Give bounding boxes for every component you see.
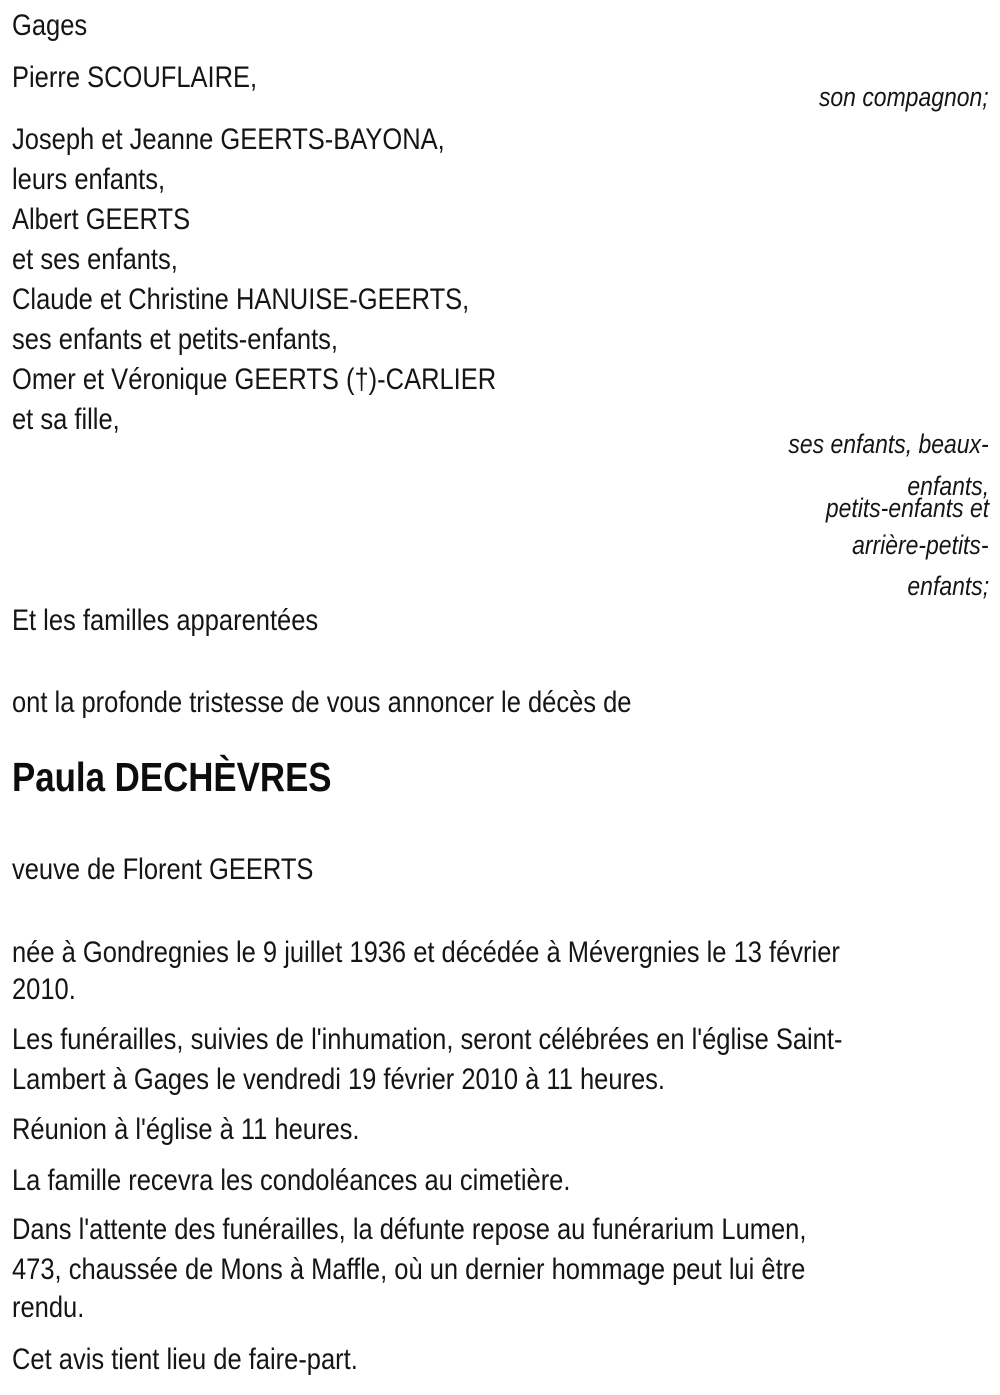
family-role-line: petits-enfants et <box>825 493 989 523</box>
funeral-line: Lambert à Gages le vendredi 19 février 2010 à 11 heures. <box>12 1063 666 1096</box>
deceased-name: Paula DECHÈVRES <box>12 754 332 800</box>
related-families-line: Et les familles apparentées <box>12 604 319 637</box>
meeting-line: Réunion à l'église à 11 heures. <box>12 1113 360 1146</box>
companion-name-line: Pierre SCOUFLAIRE, <box>12 61 258 94</box>
family-line: Joseph et Jeanne GEERTS-BAYONA, <box>12 123 445 156</box>
condolences-line: La famille recevra les condoléances au cimetière. <box>12 1164 571 1197</box>
repose-line: rendu. <box>12 1291 85 1324</box>
family-role-line: ses enfants, beaux- <box>788 429 989 459</box>
family-line: et sa fille, <box>12 403 120 436</box>
companion-role-line: son compagnon; <box>819 82 989 112</box>
family-line: leurs enfants, <box>12 163 166 196</box>
repose-line: 473, chaussée de Mons à Maffle, où un dernier hommage peut lui être <box>12 1253 806 1286</box>
funeral-line: Les funérailles, suivies de l'inhumation, seront célébrées en l'église Saint- <box>12 1023 843 1056</box>
family-line: Claude et Christine HANUISE-GEERTS, <box>12 283 470 316</box>
birth-death-line: née à Gondregnies le 9 juillet 1936 et décédée à Mévergnies le 13 février <box>12 936 840 969</box>
family-line: et ses enfants, <box>12 243 178 276</box>
family-line: Albert GEERTS <box>12 203 191 236</box>
birth-death-line: 2010. <box>12 973 76 1006</box>
family-role-line: enfants; <box>907 571 989 601</box>
widow-line: veuve de Florent GEERTS <box>12 853 314 886</box>
family-role-line: arrière-petits- <box>852 530 989 560</box>
family-role-line: enfants, <box>907 471 989 501</box>
family-line: Omer et Véronique GEERTS (†)-CARLIER <box>12 363 497 396</box>
footer-line: Cet avis tient lieu de faire-part. <box>12 1343 358 1376</box>
announcement-line: ont la profonde tristesse de vous annoncer le décès de <box>12 686 632 719</box>
family-line: ses enfants et petits-enfants, <box>12 323 339 356</box>
place-line: Gages <box>12 9 88 42</box>
repose-line: Dans l'attente des funérailles, la défunte repose au funérarium Lumen, <box>12 1213 807 1246</box>
